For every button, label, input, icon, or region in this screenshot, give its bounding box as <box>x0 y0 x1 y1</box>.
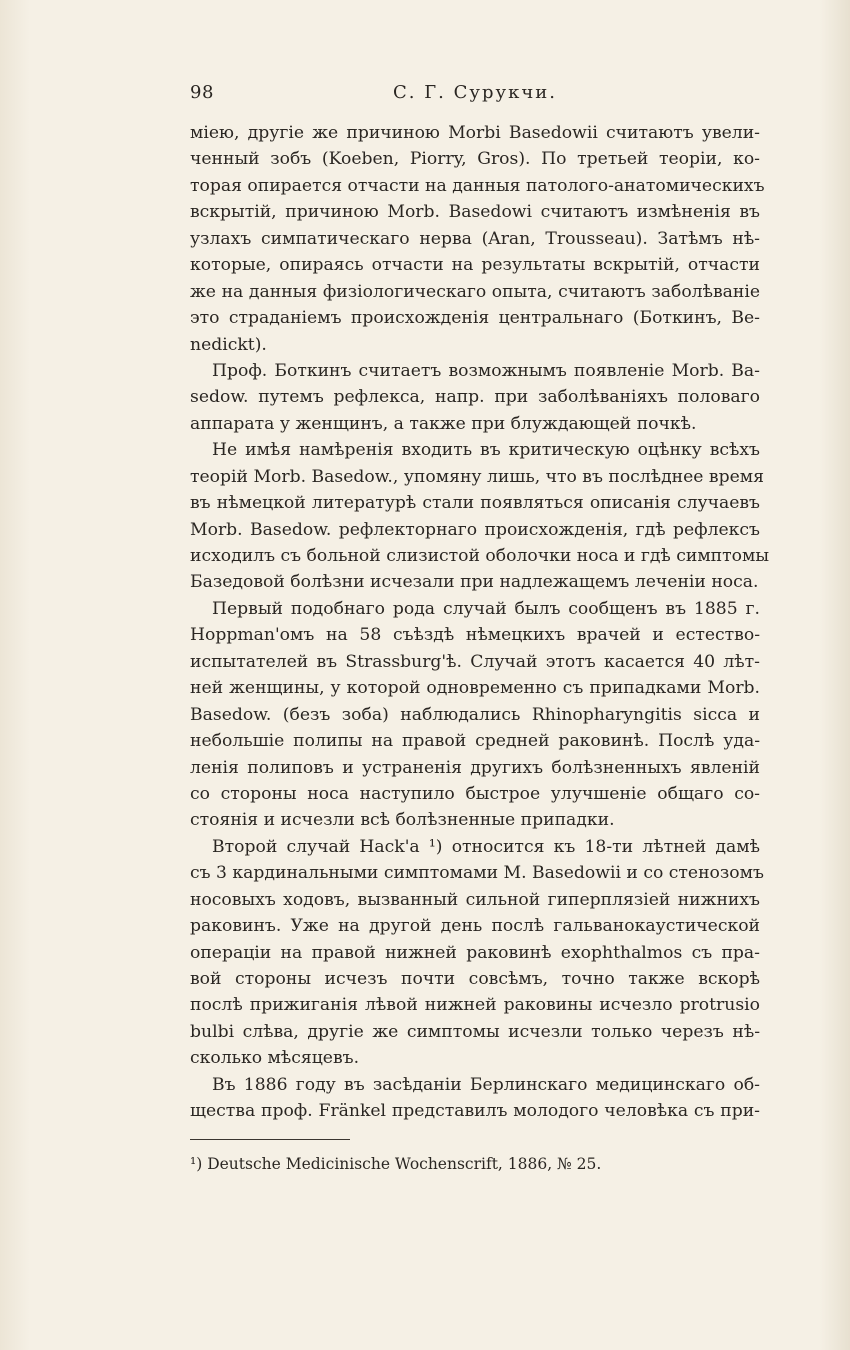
text-line: сколько мѣсяцевъ. <box>190 1048 360 1069</box>
text-line: это страданіемъ происхожденія центральнаго (Боткинъ, Be- <box>190 308 760 329</box>
page-number: 98 <box>190 82 214 103</box>
text-line: исходилъ съ больной слизистой оболочки носа и гдѣ симптомы <box>190 546 770 566</box>
text-line: торая опирается отчасти на данныя патолого-анатомическихъ <box>190 175 765 196</box>
text-line: nedickt). <box>190 334 267 355</box>
text-line: ленія полиповъ и устраненія другихъ болѣзненныхъ явленій <box>190 757 760 778</box>
text-line: ченный зобъ (Koeben, Piorry, Gros). По третьей теоріи, ко- <box>190 149 760 170</box>
text-line: операціи на правой нижней раковинѣ exophthalmos съ пра- <box>190 942 760 963</box>
text-line: Basedow. (безъ зоба) наблюдались Rhinopharyngitis sicca и <box>190 704 760 725</box>
text-line: міею, другіе же причиною Morbi Basedowii считаютъ увели- <box>190 123 760 143</box>
text-line: стоянія и исчезли всѣ болѣзненные припадки. <box>190 810 615 831</box>
footnote: ¹) Deutsche Medicinische Wochenscrift, 1886, № 25. <box>190 1155 602 1173</box>
running-title: С. Г. Сурукчи. <box>393 82 557 103</box>
text-line: раковинъ. Уже на другой день послѣ гальванокаустической <box>190 916 760 937</box>
text-line: небольшіе полипы на правой средней раковинѣ. Послѣ уда- <box>190 731 760 752</box>
page-header <box>190 82 760 112</box>
text-line: Въ 1886 году въ засѣданіи Берлинскаго медицинскаго об- <box>212 1074 760 1095</box>
footnote-rule <box>190 1139 350 1140</box>
text-line: sedow. путемъ рефлекса, напр. при заболѣваніяхъ половаго <box>190 387 760 408</box>
text-line: испытателей въ Strassburg'ѣ. Случай этотъ касается 40 лѣт- <box>190 651 760 672</box>
text-line: которые, опираясь отчасти на результаты вскрытій, отчасти <box>190 255 760 276</box>
text-line: Первый подобнаго рода случай былъ сообщенъ въ 1885 г. <box>212 598 760 619</box>
text-line: Hoppman'омъ на 58 съѣздѣ нѣмецкихъ врачей и естество- <box>190 625 760 646</box>
text-line: теорій Morb. Basedow., упомяну лишь, что въ послѣднее время <box>190 466 764 487</box>
text-line: Morb. Basedow. рефлекторнаго происхожденія, гдѣ рефлексъ <box>190 519 760 540</box>
text-line: Второй случай Hack'а ¹) относится къ 18-ти лѣтней дамѣ <box>212 836 760 857</box>
text-line: съ 3 кардинальными симптомами M. Basedowii и со стенозомъ <box>190 863 764 884</box>
text-line: со стороны носа наступило быстрое улучшеніе общаго со- <box>190 783 760 804</box>
text-line: аппарата у женщинъ, а также при блуждающей почкѣ. <box>190 413 697 434</box>
text-line: ней женщины, у которой одновременно съ припадками Morb. <box>190 678 760 699</box>
text-line: Проф. Боткинъ считаетъ возможнымъ появленіе Morb. Ba- <box>212 360 760 381</box>
text-line: Базедовой болѣзни исчезали при надлежащемъ леченіи носа. <box>190 572 759 593</box>
body-text <box>190 120 770 1125</box>
text-line: bulbi слѣва, другіе же симптомы исчезли только черезъ нѣ- <box>190 1021 760 1042</box>
text-line: Не имѣя намѣренія входить въ критическую оцѣнку всѣхъ <box>212 440 760 461</box>
text-line: послѣ прижиганія лѣвой нижней раковины исчезло protrusio <box>190 995 760 1016</box>
text-line: въ нѣмецкой литературѣ стали появляться описанія случаевъ <box>190 493 760 514</box>
text-line: вскрытій, причиною Morb. Basedowi считаютъ измѣненія въ <box>190 202 760 223</box>
text-line: носовыхъ ходовъ, вызванный сильной гиперплязіей нижнихъ <box>190 889 760 910</box>
text-line: щества проф. Fränkel представилъ молодого человѣка съ при- <box>190 1101 760 1122</box>
text-line: вой стороны исчезъ почти совсѣмъ, точно также вскорѣ <box>190 969 760 989</box>
text-line: узлахъ симпатическаго нерва (Aran, Trousseau). Затѣмъ нѣ- <box>190 228 760 249</box>
text-line: же на данныя физіологическаго опыта, считаютъ заболѣваніе <box>190 281 760 302</box>
